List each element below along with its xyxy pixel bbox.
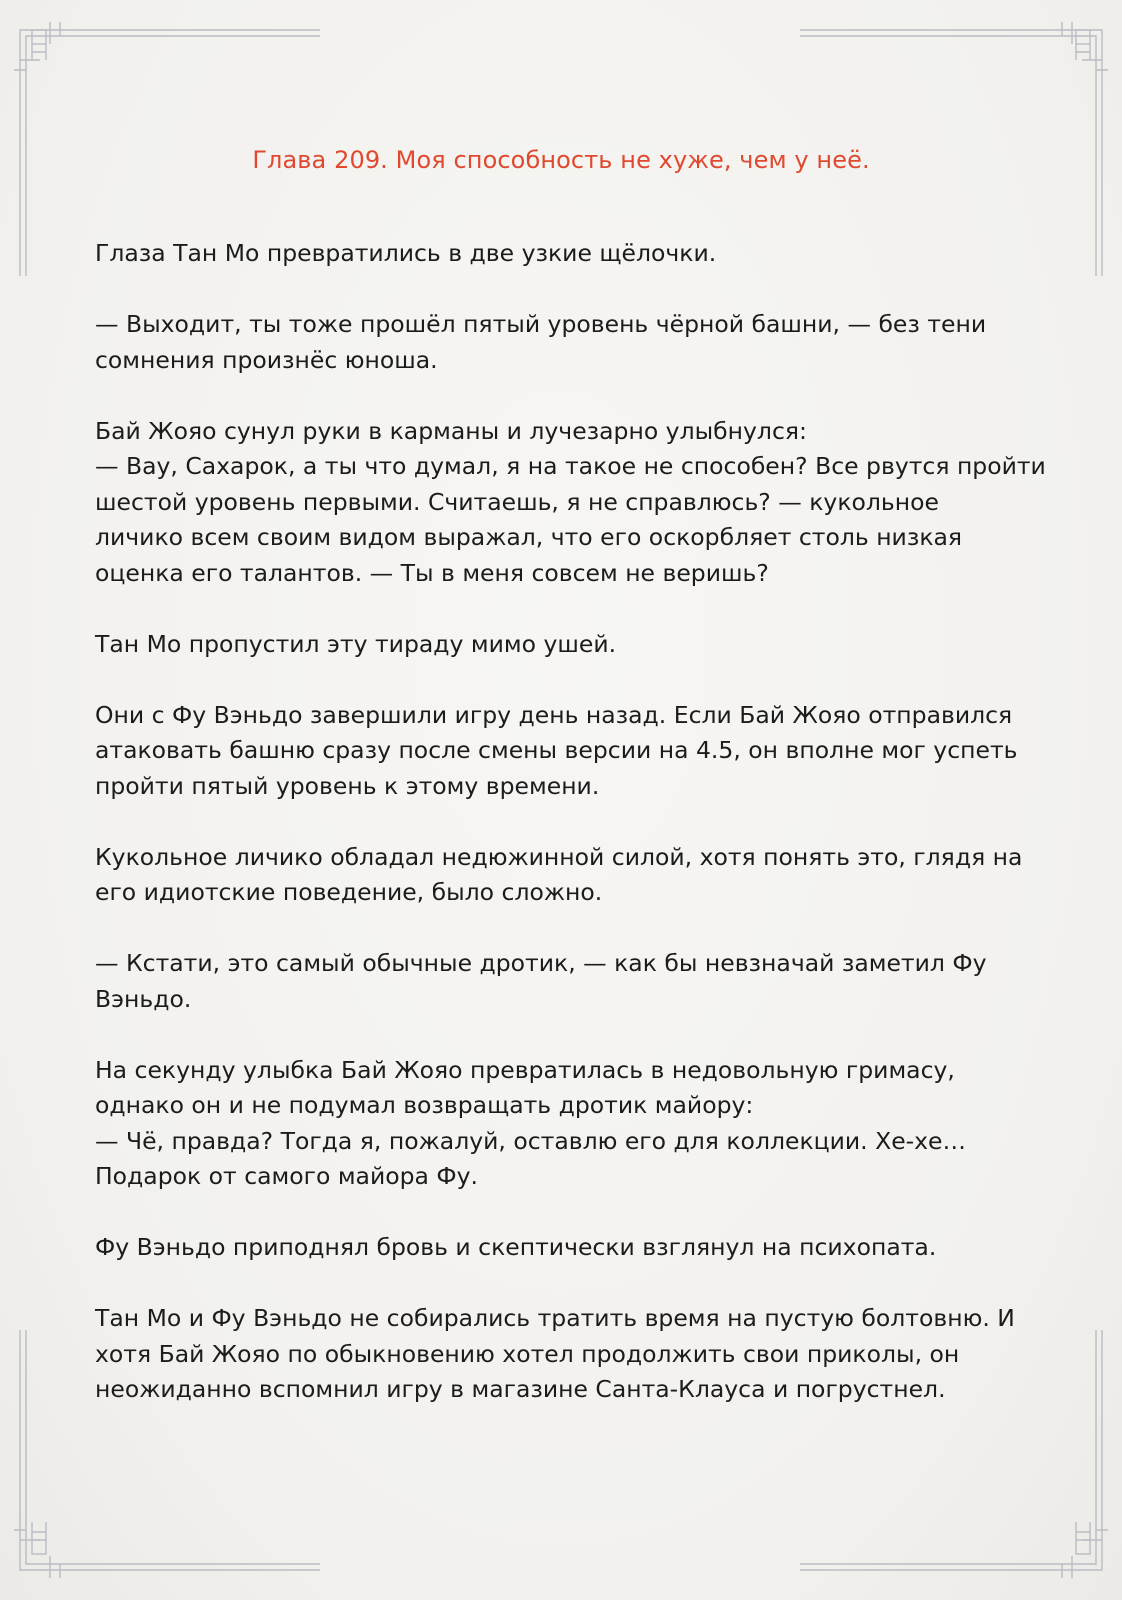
paragraph (95, 840, 1035, 911)
text-line: атаковать башню сразу после смены версии на 4.5, он вполне мог успеть (95, 736, 1018, 764)
text-line: Вэньдо. (95, 984, 192, 1013)
text-line: Они с Фу Вэньдо завершили игру день назад. Если Бай Жояо отправился (95, 700, 1013, 729)
text-line: Бай Жояо сунул руки в карманы и лучезарно улыбнулся: (95, 416, 807, 445)
paragraph (95, 414, 1046, 592)
text-line: Глаза Тан Мо превратились в две узкие щёлочки. (95, 239, 717, 267)
paragraph (95, 1053, 1035, 1195)
text-line: Тан Мо и Фу Вэньдо не собирались тратить время на пустую болтовню. И (95, 1304, 1015, 1332)
text-line: его идиотские поведение, было сложно. (95, 878, 603, 906)
paragraph (95, 627, 1035, 663)
chapter-title: Глава 209. Моя способность не хуже, чем у неё. (252, 146, 870, 174)
text-line: — Чё, правда? Тогда я, пожалуй, оставлю его для коллекции. Хе-хе… (95, 1126, 967, 1155)
paragraph (95, 698, 1035, 805)
text-line: однако он и не подумал возвращать дротик майору: (95, 1091, 754, 1119)
text-line: Тан Мо пропустил эту тираду мимо ушей. (95, 629, 617, 658)
paragraph (95, 946, 1035, 1017)
paragraph (95, 1301, 1035, 1408)
text-line: — Вау, Сахарок, а ты что думал, я на такое не способен? Все рвутся пройти (95, 452, 1046, 480)
text-line: — Выходит, ты тоже прошёл пятый уровень чёрной башни, — без тени (95, 310, 987, 338)
text-line: — Кстати, это самый обычные дротик, — как бы невзначай заметил Фу (95, 949, 987, 977)
text-line: личико всем своим видом выражал, что его оскорбляет столь низкая (95, 523, 963, 551)
paragraph (95, 236, 1035, 272)
text-line: сомнения произнёс юноша. (95, 345, 438, 374)
chapter-body (95, 236, 1046, 1443)
text-line: Подарок от самого майора Фу. (95, 1162, 478, 1190)
text-line: неожиданно вспомнил игру в магазине Санта-Клауса и погрустнел. (95, 1375, 946, 1403)
paragraph (95, 1230, 1035, 1266)
paragraph (95, 307, 1035, 378)
text-line: оценка его талантов. — Ты в меня совсем не веришь? (95, 558, 769, 587)
text-line: Кукольное личико обладал недюжинной силой, хотя понять это, глядя на (95, 842, 1023, 871)
text-line: На секунду улыбка Бай Жояо превратилась в недовольную гримасу, (95, 1055, 955, 1084)
text-line: шестой уровень первыми. Считаешь, я не справлюсь? — кукольное (95, 487, 939, 516)
text-line: Фу Вэньдо приподнял бровь и скептически взглянул на психопата. (95, 1233, 937, 1261)
text-line: пройти пятый уровень к этому времени. (95, 771, 600, 800)
text-line: хотя Бай Жояо по обыкновению хотел продолжить свои приколы, он (95, 1339, 960, 1368)
